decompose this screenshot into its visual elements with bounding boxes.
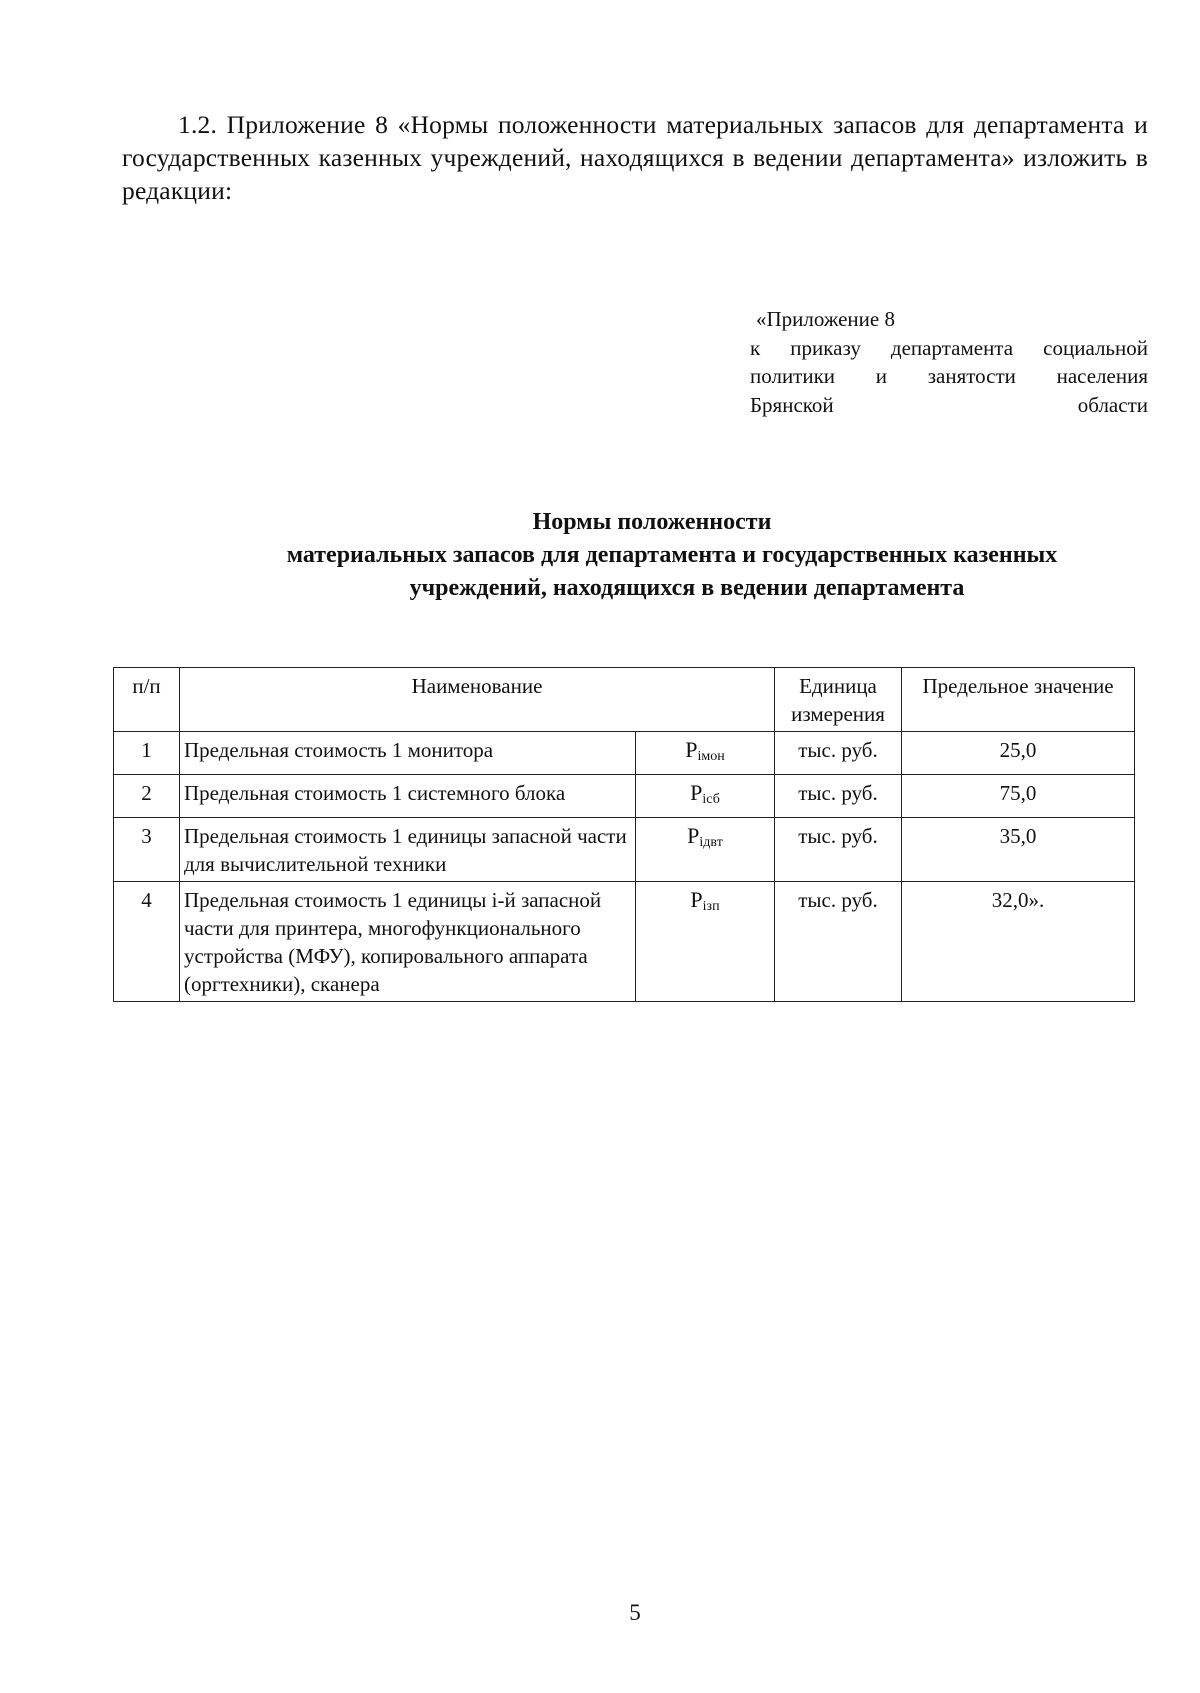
document-title [122, 506, 1200, 605]
symbol-subscript: iдвт [699, 835, 723, 850]
table-row [114, 818, 1135, 882]
appendix-line-3: политики и занятости населения [750, 364, 1148, 388]
row-unit: тыс. руб. [775, 732, 902, 775]
appendix-header [750, 305, 1148, 419]
row-value: 32,0». [902, 882, 1135, 1002]
row-unit: тыс. руб. [775, 775, 902, 818]
row-name: Предельная стоимость 1 системного блока [180, 775, 636, 818]
row-symbol [636, 882, 775, 1002]
symbol-main: P [690, 780, 703, 805]
header-value: Предельное значение [902, 668, 1135, 732]
appendix-line-1: «Приложение 8 [756, 307, 895, 331]
symbol-main: P [685, 737, 698, 762]
header-num: п/п [114, 668, 180, 732]
appendix-line-2: к приказу департамента социальной [750, 335, 1148, 360]
symbol-subscript: iмон [697, 749, 725, 764]
row-num: 1 [114, 732, 180, 775]
row-unit: тыс. руб. [775, 882, 902, 1002]
intro-paragraph: 1.2. Приложение 8 «Нормы положенности материальных запасов для департамента и государственных казенных учреждений, находящихся в ведении департамента» изложить в редакции: [122, 110, 1148, 205]
row-name: Предельная стоимость 1 единицы i-й запасной части для принтера, многофункционального устройства (МФУ), копировального аппарата (оргтехники), сканера [180, 882, 636, 1002]
row-num: 2 [114, 775, 180, 818]
symbol-main: P [690, 887, 703, 912]
row-value: 75,0 [902, 775, 1135, 818]
norms-table [113, 667, 1135, 1002]
symbol-subscript: iсб [702, 792, 720, 807]
title-line-2: материальных запасов для департамента и государственных казенных [286, 542, 1058, 568]
row-symbol [636, 775, 775, 818]
header-unit: Единица измерения [775, 668, 902, 732]
row-num: 4 [114, 882, 180, 1002]
appendix-line-4: Брянской области [750, 392, 1148, 417]
row-name: Предельная стоимость 1 монитора [180, 732, 636, 775]
header-name: Наименование [180, 668, 775, 732]
row-symbol [636, 732, 775, 775]
symbol-subscript: iзп [702, 899, 720, 914]
title-line-1: Нормы положенности [532, 509, 772, 535]
row-value: 25,0 [902, 732, 1135, 775]
table-row [114, 882, 1135, 1002]
row-name: Предельная стоимость 1 единицы запасной части для вычислительной техники [180, 818, 636, 882]
symbol-main: P [687, 823, 700, 848]
row-num: 3 [114, 818, 180, 882]
page-number: 5 [629, 1600, 641, 1625]
table-row [114, 732, 1135, 775]
table-row [114, 775, 1135, 818]
row-value: 35,0 [902, 818, 1135, 882]
table-header-row [114, 668, 1135, 732]
row-unit: тыс. руб. [775, 818, 902, 882]
row-symbol [636, 818, 775, 882]
title-line-3: учреждений, находящихся в ведении департамента [409, 575, 965, 601]
